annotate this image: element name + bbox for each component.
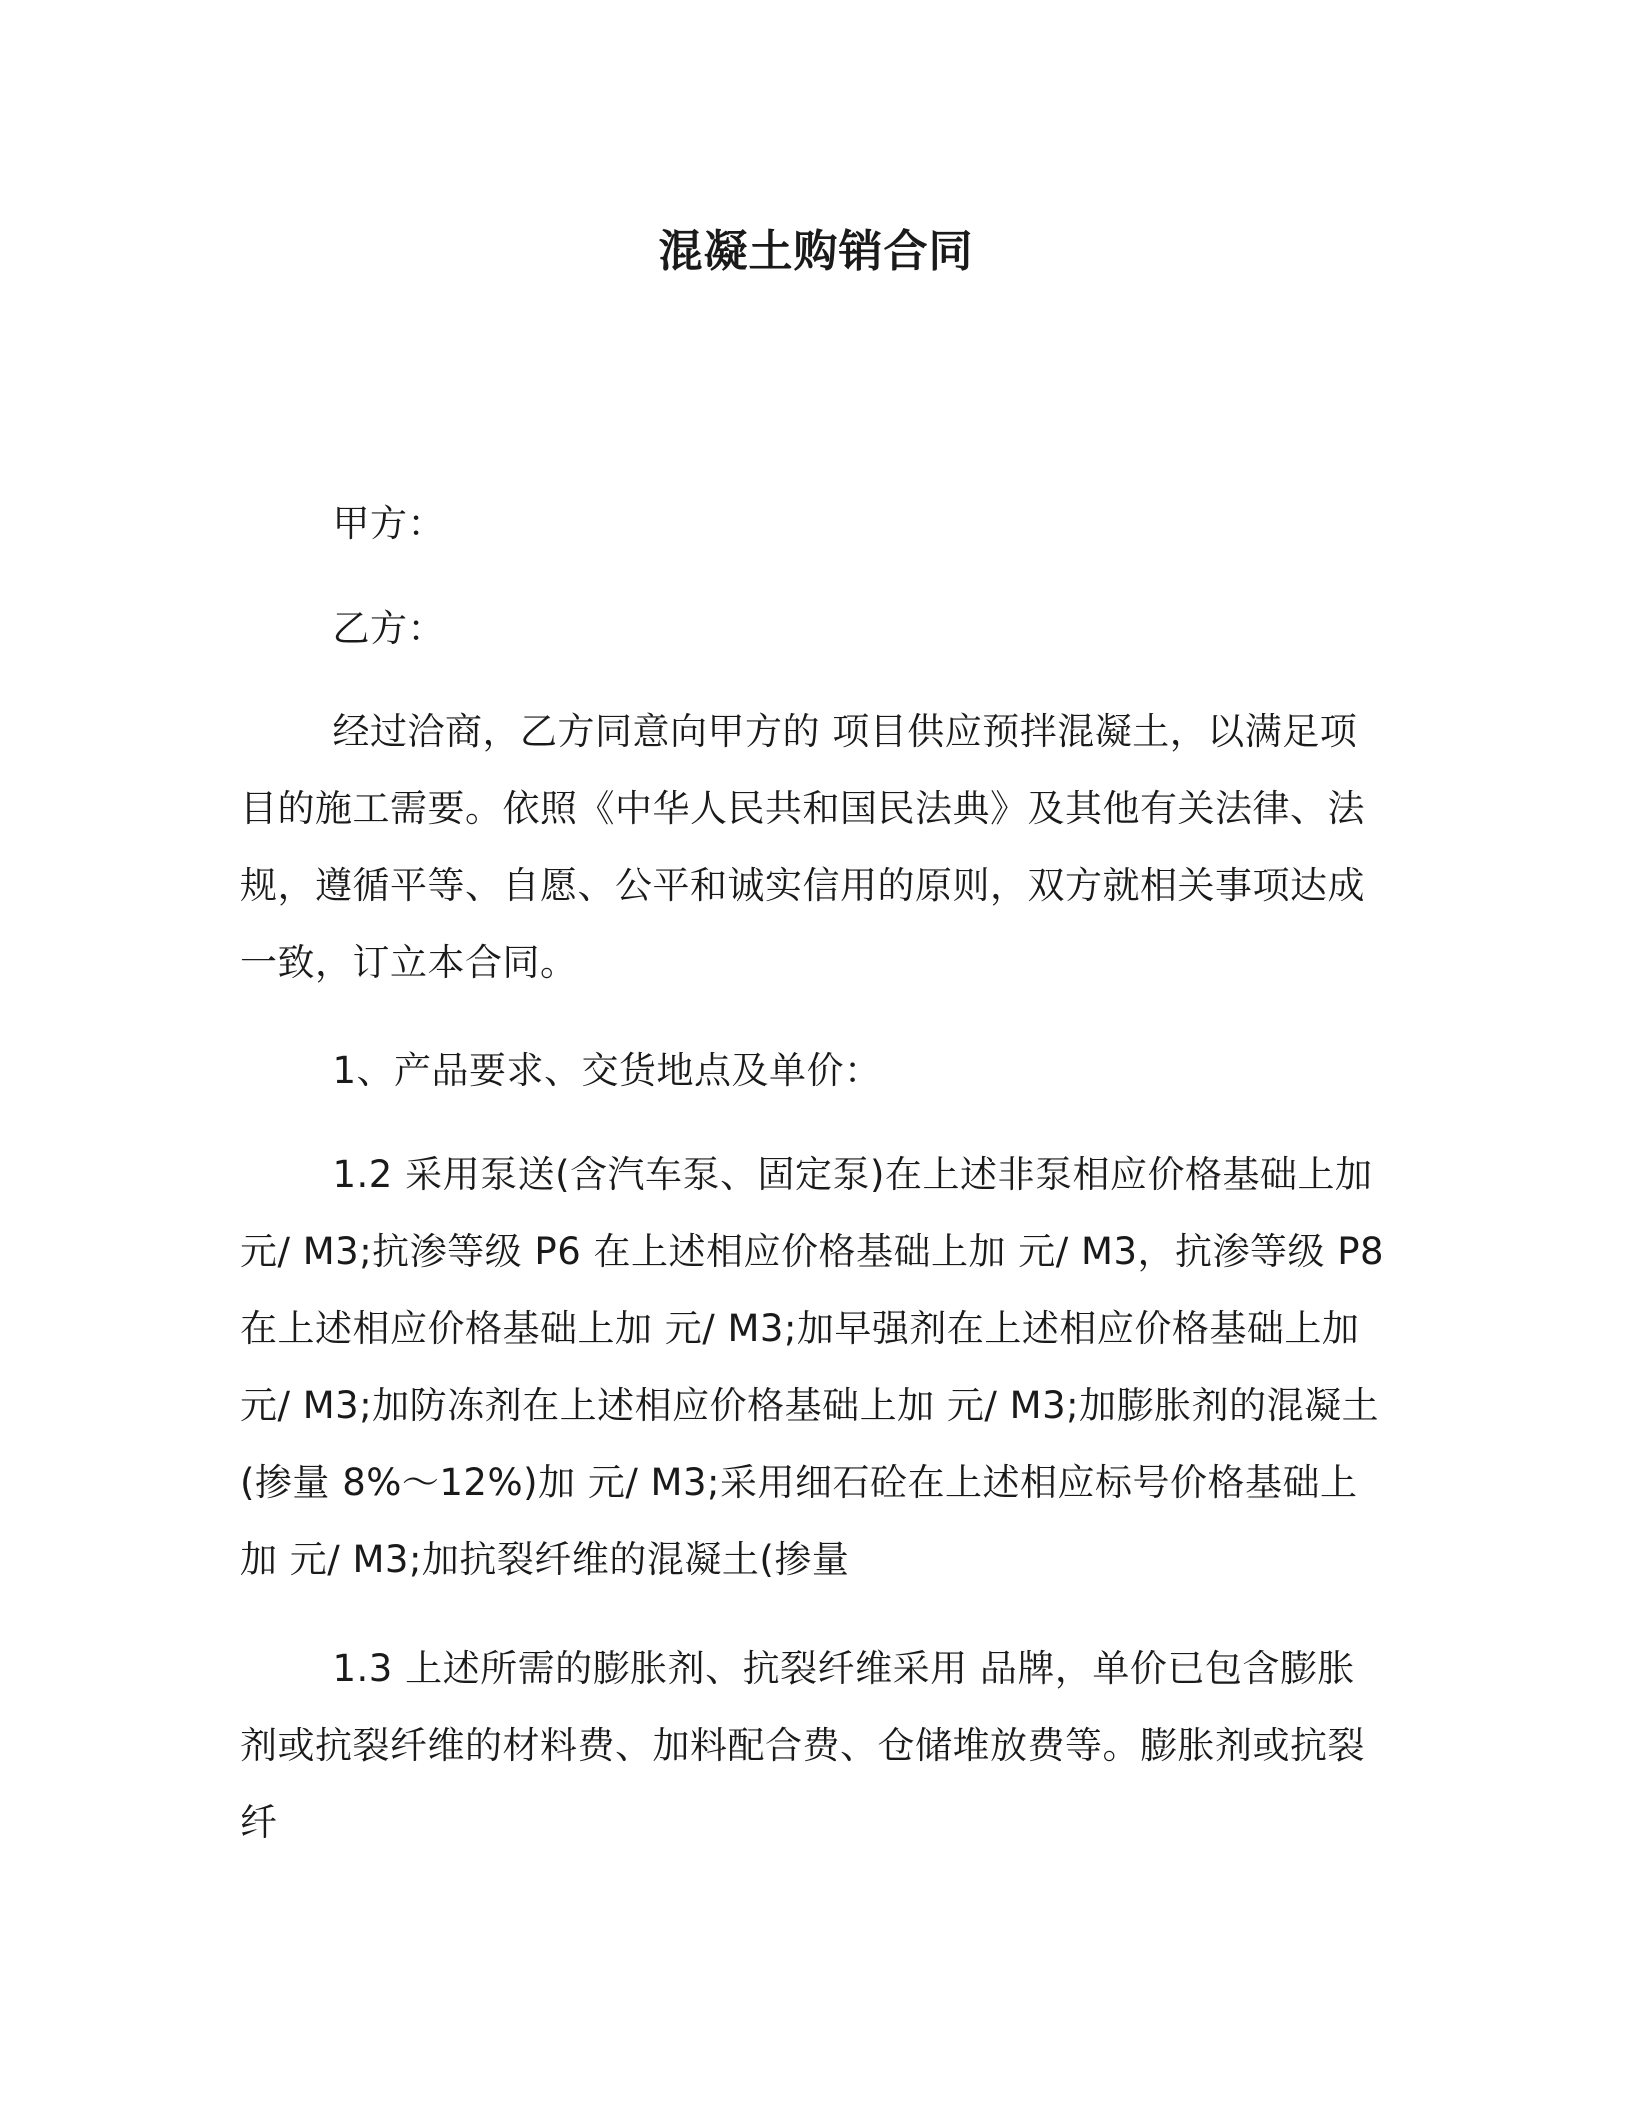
party-b-line xyxy=(240,590,1390,667)
clause-1-3-text: 1.3 上述所需的膨胀剂、抗裂纤维采用 品牌，单价已包含膨胀剂或抗裂纤维的材料费、加料配合费、仓储堆放费等。膨胀剂或抗裂纤 xyxy=(240,1647,1365,1844)
document-title: 混凝土购销合同 xyxy=(658,226,974,277)
party-a-label: 甲方： xyxy=(332,502,445,545)
party-b-label: 乙方： xyxy=(332,607,445,650)
party-a-line xyxy=(240,485,1390,562)
clause-1-2-text: 1.2 采用泵送(含汽车泵、固定泵)在上述非泵相应价格基础上加 元/ M3;抗渗等级 P6 在上述相应价格基础上加 元/ M3，抗渗等级 P8 在上述相应价格基础上加 元/ M3;加早强剂在上述相应价格基础上加 元/ M3;加防冻剂在上述相应价格基础上加 元/ M3;加膨胀剂的混凝土(掺量 8%～12%)加 元/ M3;采用细石砼在上述相应标号价格基础上加 元/ M3;加抗裂纤维的混凝土(掺量 xyxy=(240,1153,1385,1581)
clause-1-2 xyxy=(240,1136,1390,1598)
intro-text: 经过洽商，乙方同意向甲方的 项目供应预拌混凝土，以满足项目的施工需要。依照《中华人民共和国民法典》及其他有关法律、法规，遵循平等、自愿、公平和诚实信用的原则，双方就相关事项达成一致，订立本合同。 xyxy=(240,710,1365,984)
section-1-text: 1、产品要求、交货地点及单价： xyxy=(332,1049,882,1092)
clause-1-3 xyxy=(240,1630,1390,1861)
intro-paragraph xyxy=(240,693,1390,1001)
section-1-heading xyxy=(240,1032,1390,1109)
